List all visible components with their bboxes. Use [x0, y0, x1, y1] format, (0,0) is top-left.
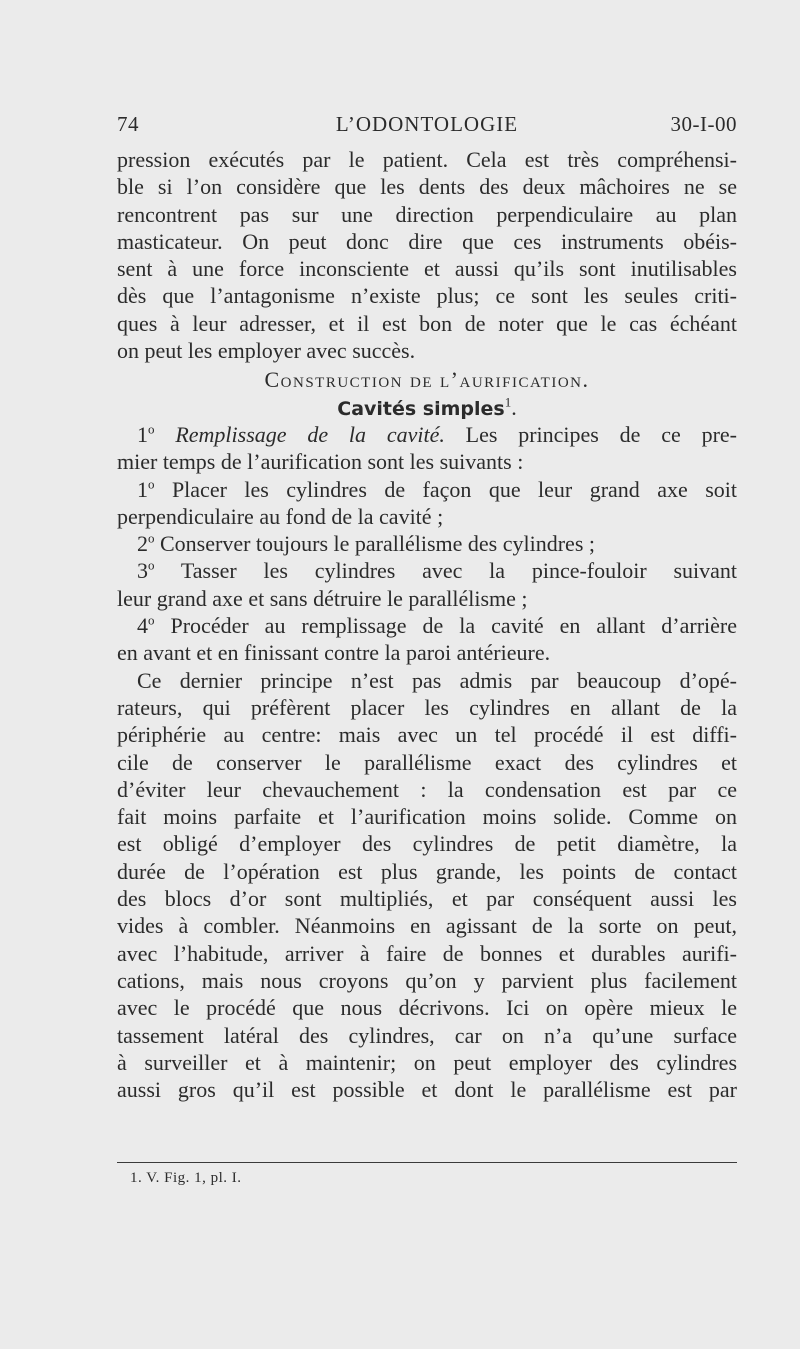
journal-title: L’ODONTOLOGIE — [335, 112, 519, 136]
text-line — [117, 421, 737, 448]
text-line: Ce dernier principe n’est pas admis par beaucoup d’opé- — [137, 667, 737, 693]
text-line: avec le procédé que nous décrivons. Ici on opère mieux le — [117, 995, 737, 1021]
text-line: pression exécutés par le patient. Cela est très compréhensi- — [117, 147, 737, 172]
text-line: dès que l’antagonisme n’existe plus; ce sont les seules criti- — [117, 283, 737, 309]
text-line: tassement latéral des cylindres, car on n’a qu’une surface — [117, 1022, 737, 1048]
text-line: d’éviter leur chevauchement : la condensation est par ce — [117, 776, 737, 802]
text-fragment: Conserver toujours le parallélisme des cylindres ; — [154, 531, 595, 557]
issue-date: 30-I-00 — [670, 112, 737, 136]
ordinal-mark: o — [148, 612, 155, 628]
subsection-heading — [117, 394, 737, 421]
footnote-rule — [117, 1162, 737, 1163]
main-text — [117, 146, 737, 1103]
text-line: rencontrent pas sur une direction perpendiculaire au plan — [117, 201, 737, 227]
text-line: périphérie au centre: mais avec un tel procédé il est diffi- — [117, 722, 737, 748]
item-number: 1 — [137, 421, 148, 447]
text-line — [117, 557, 737, 584]
footnote: 1. V. Fig. 1, pl. I. — [130, 1170, 242, 1186]
italic-heading: Remplissage de la cavité. — [175, 421, 445, 447]
text-line: aussi gros qu’il est possible et dont le parallélisme est par — [117, 1077, 737, 1103]
text-line: à surveiller et à maintenir; on peut employer des cylindres — [117, 1049, 737, 1075]
text-line — [117, 612, 737, 639]
text-fragment: Placer les cylindres de façon que leur grand axe soit — [154, 476, 737, 502]
text-line: cations, mais nous croyons qu’on y parvient plus facilement — [117, 967, 737, 993]
text-line: on peut les employer avec succès. — [117, 338, 416, 364]
item-number: 2 — [137, 531, 148, 557]
text-line: rateurs, qui préfèrent placer les cylindres en allant de la — [117, 694, 737, 720]
text-line: en avant et en finissant contre la paroi antérieure. — [117, 640, 551, 666]
text-line: ques à leur adresser, et il est bon de noter que le cas échéant — [117, 310, 737, 336]
ordinal-mark: o — [148, 476, 155, 492]
item-number: 3 — [137, 558, 148, 584]
item-number: 1 — [137, 476, 148, 502]
heading-period: . — [511, 394, 517, 420]
text-line: mier temps de l’aurification sont les suivants : — [117, 449, 524, 475]
footnote-marker: 1 — [504, 394, 512, 410]
text-fragment: Les principes de ce pre- — [444, 421, 737, 447]
ordinal-mark: o — [148, 530, 155, 546]
ordinal-mark: o — [148, 421, 155, 437]
text-line: leur grand axe et sans détruire le parallélisme ; — [117, 585, 528, 611]
page-number: 74 — [117, 112, 139, 136]
text-line: des blocs d’or sont multipliés, et par conséquent aussi les — [117, 886, 737, 912]
text-line: durée de l’opération est plus grande, les points de contact — [117, 858, 737, 884]
text-line — [117, 530, 737, 557]
text-line: fait moins parfaite et l’aurification moins solide. Comme on — [117, 804, 737, 830]
text-line: cile de conserver le parallélisme exact des cylindres et — [117, 749, 737, 775]
text-line — [117, 476, 737, 503]
text-fragment: Tasser les cylindres avec la pince-fouloir suivant — [154, 558, 737, 584]
text-line: masticateur. On peut donc dire que ces instruments obéis- — [117, 228, 737, 254]
running-header — [117, 112, 737, 142]
ordinal-mark: o — [148, 558, 155, 574]
text-line: ble si l’on considère que les dents des deux mâchoires ne se — [117, 174, 737, 200]
text-line: sent à une force inconsciente et aussi qu’ils sont inutilisables — [117, 256, 737, 282]
section-title: Construction de l’aurification. — [264, 367, 590, 393]
text-line: est obligé d’employer des cylindres de petit diamètre, la — [117, 831, 737, 857]
subsection-title: Cavités simples — [337, 397, 505, 420]
text-fragment: Procéder au remplissage de la cavité en allant d’arrière — [154, 613, 737, 639]
text-line: vides à combler. Néanmoins en agissant de la sorte on peut, — [117, 913, 737, 939]
item-number: 4 — [137, 613, 148, 639]
text-line: perpendiculaire au fond de la cavité ; — [117, 503, 444, 529]
text-line: avec l’habitude, arriver à faire de bonnes et durables aurifi- — [117, 940, 737, 966]
